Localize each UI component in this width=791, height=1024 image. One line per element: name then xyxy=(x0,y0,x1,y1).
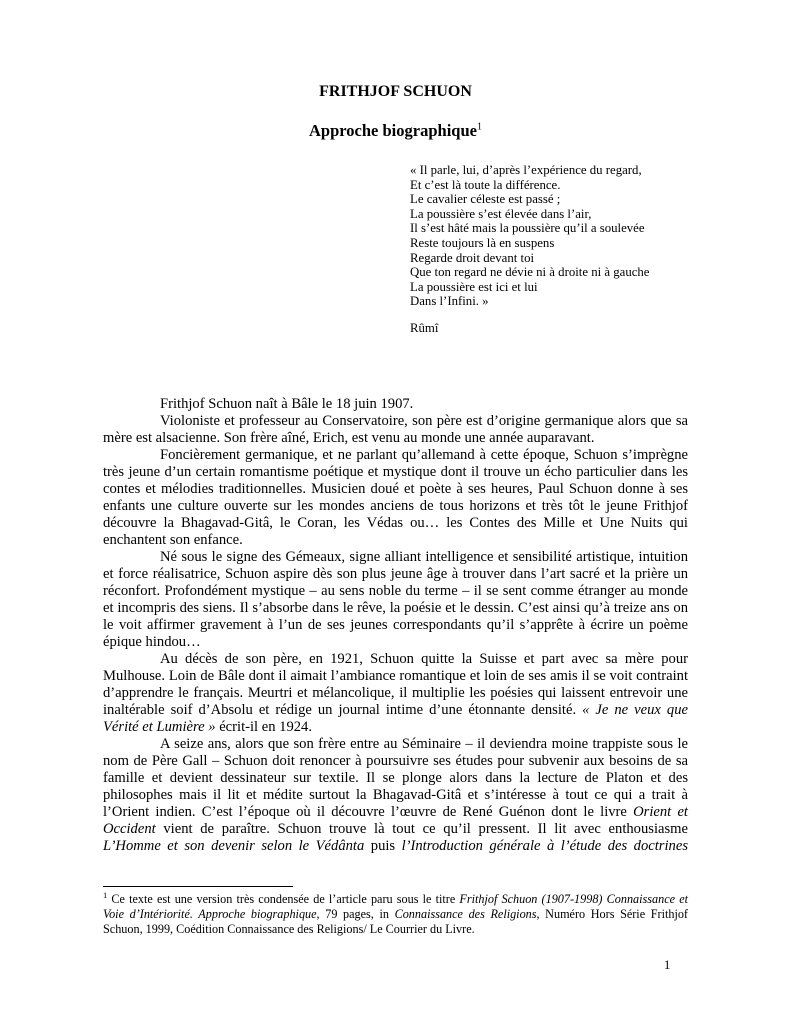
footnote-marker: 1 xyxy=(103,889,108,900)
epigraph-line: Regarde droit devant toi xyxy=(410,250,535,265)
text-segment: Foncièrement germanique, et ne parlant qu’allemand à cette époque, Schuon s’imprègne très jeune d’un certain romantisme poétique et mystique dont il trouve un écho particulier dans les contes et mélodies traditionnelles. Musicien doué et poète à ses heures, Paul Schuon donne à ses enfants une culture ouverte sur les mondes anciens de tous horizons et très tôt le jeune Frithjof découvre la Bhagavad-Gitâ, le Coran, les Védas ou… les Contes des Mille et Une Nuits qui enchantent son enfance. xyxy=(103,447,688,548)
document-subtitle xyxy=(0,121,791,141)
italic-text-segment: l’Introduction générale à l’étude des doctrines xyxy=(401,838,688,854)
text-segment: Né sous le signe des Gémeaux, signe alliant intelligence et sensibilité artistique, intuition et force réalisatrice, Schuon aspire dès son plus jeune âge à trouver dans l’art sacré et la prière un réconfort. Profondément mystique – au sens noble du terme – il se sent comme étranger au monde et incompris des siens. Il s’absorbe dans le rêve, la poésie et le dessin. C’est ainsi qu’à treize ans on le voit affirmer gravement à l’un de ses jeunes correspondants qu’il s’apprête à écrire un poème épique hindou… xyxy=(103,549,688,650)
epigraph-line: « Il parle, lui, d’après l’expérience du regard, xyxy=(410,163,642,177)
text-segment: , Numéro Hors Série Frithjof Schuon, 1999, Coédition Connaissance des Religions/ Le Courrier du Livre. xyxy=(103,906,688,936)
italic-text-segment: Orient et Occident xyxy=(103,804,688,837)
epigraph-line: Que ton regard ne dévie ni à droite ni à gauche xyxy=(410,265,650,280)
epigraph-quote xyxy=(410,163,710,336)
text-segment: vient de paraître. Schuon trouve là tout ce qu’il pressent. Il lit avec enthousiasme xyxy=(155,821,688,837)
body-paragraph xyxy=(103,651,688,736)
body-paragraph xyxy=(103,447,688,549)
italic-text-segment: Frithjof Schuon (1907-1998) Connaissance et Voie d’Intériorité. Approche biographique xyxy=(103,892,688,921)
body-paragraph xyxy=(103,396,688,413)
text-segment: Au décès de son père, en 1921, Schuon quitte la Suisse et part avec sa mère pour Mulhouse. Loin de Bâle dont il aimait l’ambiance romantique et loin de ses amis il se voit contraint d’apprendre le français. Meurtri et mélancolique, il multiplie les poésies qui laissent entrevoir une inaltérable soif d’Absolu et rédige un journal intime d’une étonnante densité. xyxy=(103,651,688,718)
text-segment: Ce texte est une version très condensée de l’article paru sous le titre xyxy=(107,892,460,906)
text-segment: écrit-il en 1924. xyxy=(215,719,312,735)
epigraph-attribution: Rûmî xyxy=(410,320,439,335)
page-number: 1 xyxy=(664,958,671,972)
footnote-separator xyxy=(103,886,293,887)
footnote-reference[interactable]: 1 xyxy=(476,121,482,133)
text-segment: puis xyxy=(364,838,402,854)
epigraph-lines xyxy=(410,163,710,309)
text-segment: Frithjof Schuon naît à Bâle le 18 juin 1907. xyxy=(160,396,414,412)
epigraph-line: Dans l’Infini. » xyxy=(410,294,489,309)
epigraph-line: La poussière s’est élevée dans l’air, xyxy=(410,206,592,221)
body-paragraph xyxy=(103,413,688,447)
footnote-text xyxy=(103,889,688,936)
body-paragraph xyxy=(103,736,688,855)
epigraph-line: Et c’est là toute la différence. xyxy=(410,177,561,192)
text-segment: Violoniste et professeur au Conservatoire, son père est d’origine germanique alors que sa mère est alsacienne. Son frère aîné, Erich, est venu au monde une année auparavant. xyxy=(103,413,688,446)
document-title: FRITHJOF SCHUON xyxy=(319,83,472,100)
epigraph-line: Reste toujours là en suspens xyxy=(410,235,555,250)
italic-text-segment: « Je ne veux que Vérité et Lumière » xyxy=(103,702,688,735)
epigraph-line: Le cavalier céleste est passé ; xyxy=(410,192,561,207)
epigraph-line: La poussière est ici et lui xyxy=(410,279,538,294)
subtitle-text: Approche biographique xyxy=(309,121,477,140)
document-body xyxy=(103,396,688,855)
text-segment: , 79 pages, in xyxy=(316,906,395,921)
italic-text-segment: Connaissance des Religions xyxy=(394,906,537,921)
italic-text-segment: L’Homme et son devenir selon le Védânta xyxy=(103,838,365,854)
text-segment: A seize ans, alors que son frère entre au Séminaire – il deviendra moine trappiste sous le nom de Père Gall – Schuon doit renoncer à poursuivre ses études pour subvenir aux besoins de sa famille et devient dessinateur sur textile. Il se plonge alors dans la lecture de Platon et des philosophes mais il lit et médite surtout la Bhagavad-Gitâ et s’intéresse à tout ce qui a trait à l’Orient indien. C’est l’époque où il découvre l’œuvre de René Guénon dont le livre xyxy=(103,736,688,820)
epigraph-line: Il s’est hâté mais la poussière qu’il a soulevée xyxy=(410,221,645,236)
body-paragraph xyxy=(103,549,688,651)
